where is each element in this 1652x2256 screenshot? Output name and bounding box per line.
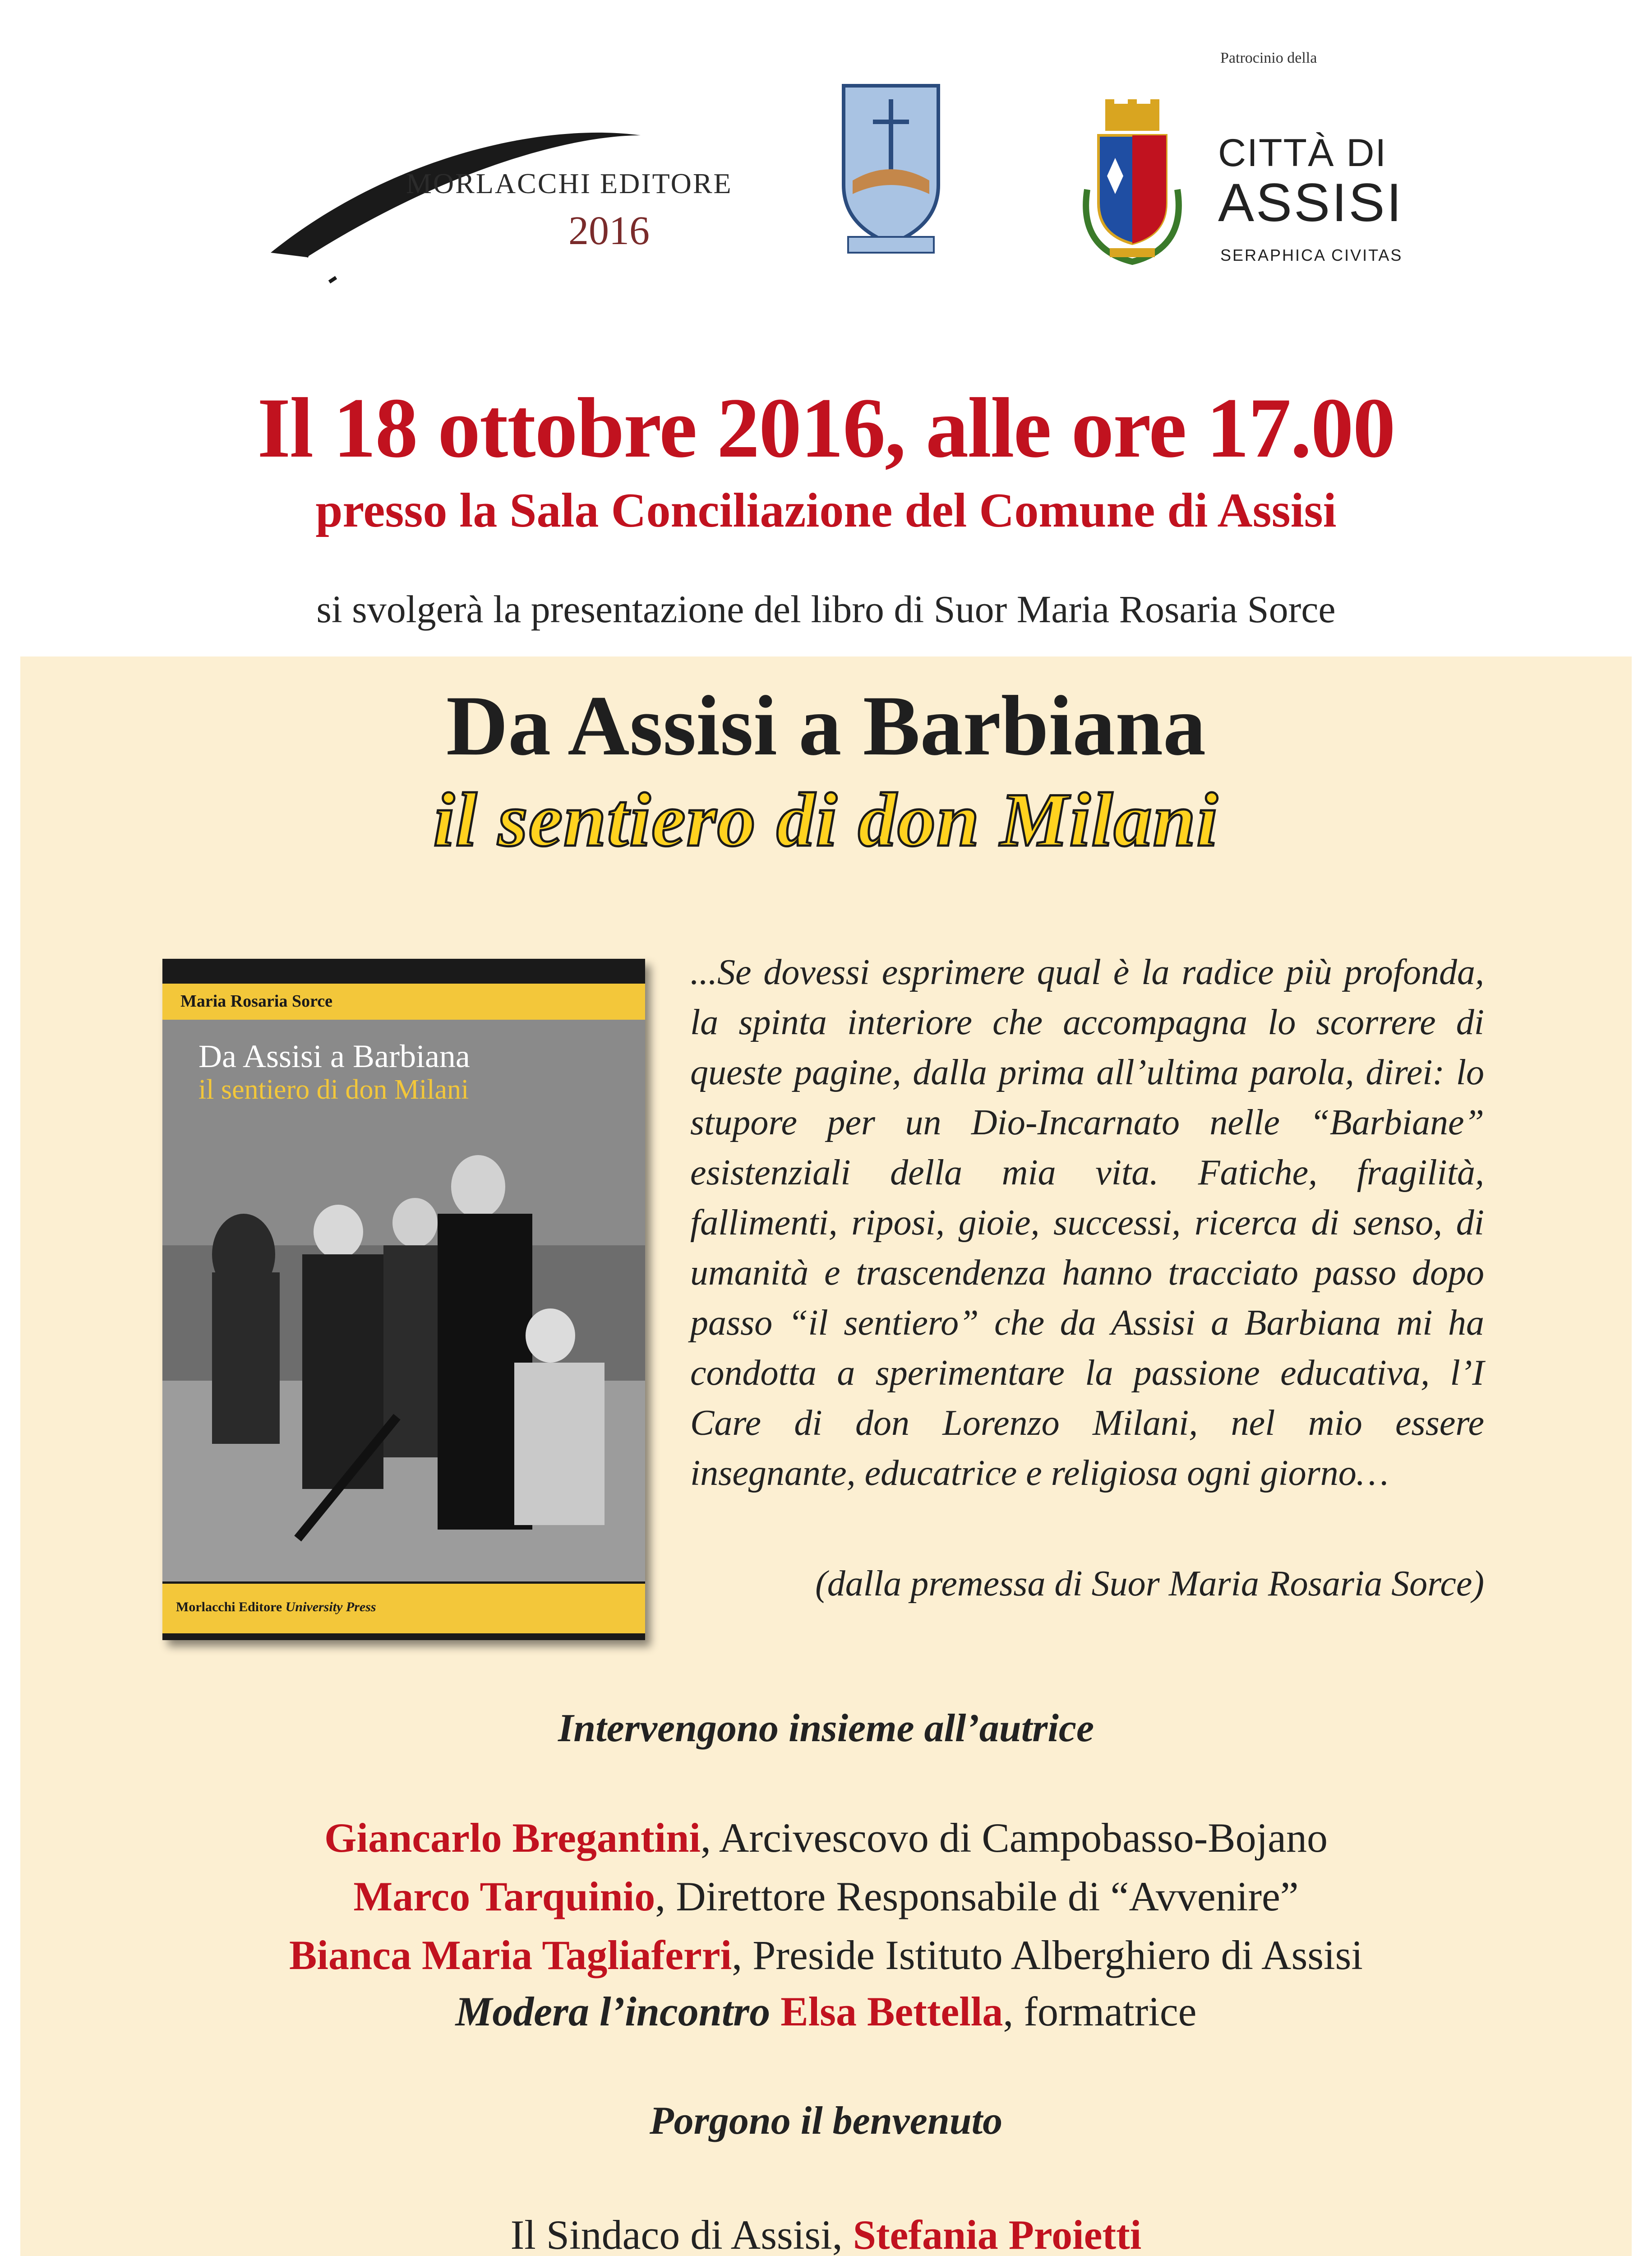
speaker-role: , Preside Istituto Alberghiero di Assisi	[732, 1932, 1363, 1978]
moderator-role: , formatrice	[1003, 1988, 1197, 2034]
publisher-name: MORLACCHI EDITORE	[406, 167, 733, 199]
city-name-line1: CITTÀ DI	[1218, 131, 1387, 175]
cover-title: Da Assisi a Barbiana	[198, 1038, 470, 1074]
book-cover	[162, 959, 645, 1640]
welcome-role: Il Sindaco di Assisi,	[510, 2212, 853, 2256]
welcome-line	[0, 2211, 1652, 2256]
welcome-intro: Porgono il benvenuto	[649, 2099, 1003, 2143]
book-quote: ...Se dovessi esprimere qual è la radice più profonda, la spinta interiore che accompagna lo scorrere di queste pagine, dalla prima all’ultima parola, direi: lo stupore per un Dio-Incarnato nelle “Barbiane” esistenziali della mia vita. Fatiche, fragilità, fallimenti, riposi, gioie, successi, ricerca di senso, di umanità e trascendenza hanno tracciato passo dopo passo “il sentiero” che da Assisi a Barbiana mi ha condotta a sperimentare la passione educativa, l’I Care di don Lorenzo Milani, nel mio essere insegnante, educatrice e religiosa ogni giorno…	[690, 952, 1484, 1493]
welcome-name: Stefania Proietti	[853, 2212, 1142, 2256]
book-subtitle: il sentiero di don Milani	[433, 777, 1219, 862]
cover-publisher	[176, 1600, 376, 1615]
city-motto: SERAPHICA CIVITAS	[1220, 246, 1403, 264]
speaker-name: Bianca Maria Tagliaferri	[289, 1932, 732, 1978]
moderator-name: Elsa Bettella	[780, 1988, 1003, 2034]
quote-source: (dalla premessa di Suor Maria Rosaria Sorce)	[815, 1564, 1484, 1604]
event-venue: presso la Sala Conciliazione del Comune di Assisi	[315, 484, 1337, 537]
speaker-name: Marco Tarquinio	[353, 1873, 655, 1919]
event-headline: Il 18 ottobre 2016, alle ore 17.00	[257, 381, 1395, 476]
speaker-name: Giancarlo Bregantini	[324, 1815, 701, 1861]
speaker-role: , Arcivescovo di Campobasso-Bojano	[700, 1815, 1328, 1861]
event-intro: si svolgerà la presentazione del libro di Suor Maria Rosaria Sorce	[316, 587, 1336, 631]
moderator-prefix: Modera l’incontro	[455, 1988, 781, 2034]
cover-publisher-imprint: University Press	[285, 1600, 376, 1614]
cover-subtitle: il sentiero di don Milani	[198, 1074, 469, 1105]
religious-crest-icon	[835, 77, 947, 257]
cover-publisher-name: Morlacchi Editore	[176, 1600, 282, 1614]
patronage-label: Patrocinio della	[1220, 50, 1317, 66]
speakers-intro: Intervengono insieme all’autrice	[558, 1706, 1094, 1750]
cover-author: Maria Rosaria Sorce	[180, 992, 332, 1011]
city-name-line2: ASSISI	[1218, 172, 1403, 233]
speaker-line	[0, 1814, 1652, 1862]
speaker-line	[0, 1872, 1652, 1920]
speaker-line	[0, 1931, 1652, 1979]
assisi-coat-of-arms-icon	[1074, 99, 1191, 275]
speaker-role: , Direttore Responsabile di “Avvenire”	[655, 1873, 1299, 1919]
moderator-line	[0, 1988, 1652, 2035]
publisher-year: 2016	[568, 208, 650, 253]
book-title: Da Assisi a Barbiana	[446, 679, 1206, 773]
